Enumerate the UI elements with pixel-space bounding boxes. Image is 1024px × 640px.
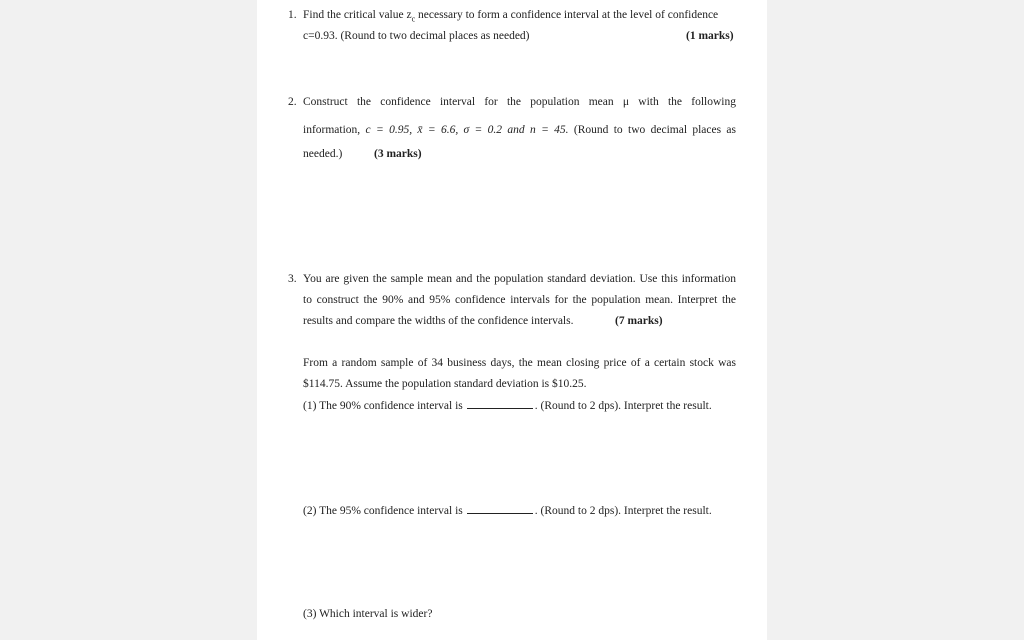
q1-line1-b: necessary to form a confidence interval at the level of confidence [415,9,719,21]
q3-part2-b: . (Round to 2 dps). Interpret the result. [534,505,712,517]
q3-part2-a: (2) The 95% confidence interval is [303,505,463,517]
q2-line2-b: (Round to two decimal places as [573,124,737,136]
q1-line2: c=0.93. (Round to two decimal places as needed) [303,30,530,42]
q3-part1-a: (1) The 90% confidence interval is [303,400,463,412]
answer-blank-1 [467,398,533,409]
q3-line3: results and compare the widths of the confidence intervals. [303,315,574,327]
q3-scenario-line2: $114.75. Assume the population standard deviation is $10.25. [303,378,587,390]
q2-line3: needed.) [303,148,343,160]
q2-marks: (3 marks) [374,148,422,160]
q2-line2 [303,123,736,137]
q3-scenario-line1: From a random sample of 34 business days, the mean closing price of a certain stock was [303,357,736,369]
answer-blank-2 [467,503,533,514]
q2-math: c = 0.95, x̄ = 6.6, σ = 0.2 and n = 45. [365,124,569,136]
q3-marks: (7 marks) [615,315,663,327]
q1-marks: (1 marks) [686,30,734,42]
q3-part1-b: . (Round to 2 dps). Interpret the result. [534,400,712,412]
q3-part1 [303,398,712,413]
q2-line1: Construct the confidence interval for the population mean μ with the following [303,96,736,108]
q2-number: 2. [288,96,297,108]
q3-line2: to construct the 90% and 95% confidence intervals for the population mean. Interpret the [303,294,736,306]
q1-subscript: c [411,14,416,24]
q3-number: 3. [288,273,297,285]
q1-line1-a: Find the critical value z [303,9,412,21]
q3-part2 [303,503,712,518]
q3-part3: (3) Which interval is wider? [303,608,433,620]
q1-number: 1. [288,9,297,21]
q1-line1 [303,8,718,26]
q3-line1: You are given the sample mean and the population standard deviation. Use this information [303,273,736,285]
q2-line2-a: information, [303,124,361,136]
